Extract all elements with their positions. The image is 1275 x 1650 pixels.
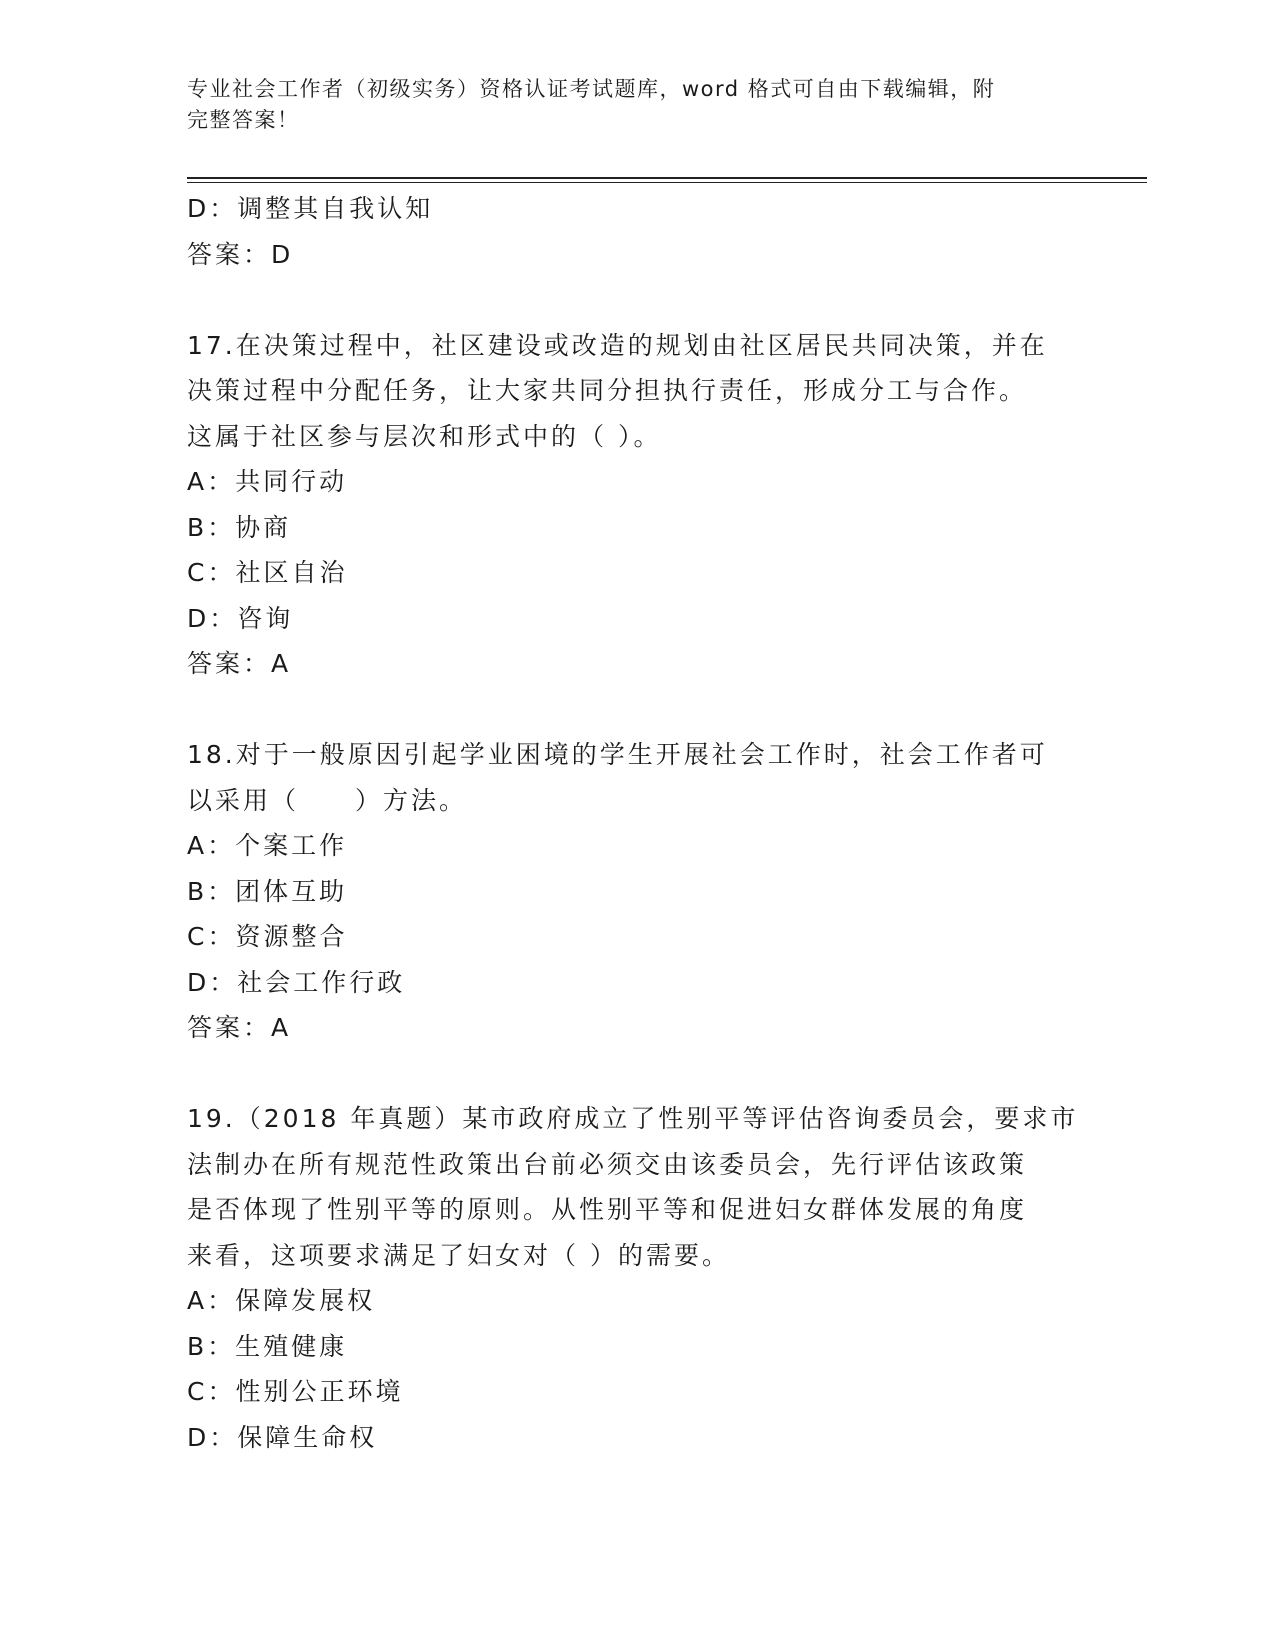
question-stem-line: 17.在决策过程中，社区建设或改造的规划由社区居民共同决策，并在 <box>187 330 1048 360</box>
spacer <box>187 277 1067 323</box>
question-17 <box>187 323 1067 687</box>
option-d: D：社会工作行政 <box>187 967 406 997</box>
question-19 <box>187 1096 1079 1460</box>
question-stem-line: 18.对于一般原因引起学业困境的学生开展社会工作时，社会工作者可 <box>187 740 1048 769</box>
option-c: C：社区自治 <box>187 558 348 587</box>
spacer <box>187 1051 1067 1097</box>
header-rule-thick <box>187 177 1147 179</box>
header-rule-thin <box>187 182 1147 183</box>
question-stem-line: 以采用（ ）方法。 <box>187 785 468 815</box>
question-stem-line: 是否体现了性别平等的原则。从性别平等和促进妇女群体发展的角度 <box>187 1195 1028 1224</box>
answer: 答案：A <box>187 649 292 678</box>
header-line-2: 完整答案！ <box>187 108 300 132</box>
option-c: C：资源整合 <box>187 922 348 951</box>
option-d: D：咨询 <box>187 603 294 633</box>
question-18 <box>187 732 1067 1051</box>
option-c: C：性别公正环境 <box>187 1377 404 1406</box>
option-a: A：共同行动 <box>187 467 348 496</box>
header-line-1: 专业社会工作者（初级实务）资格认证考试题库，word 格式可自由下载编辑，附 <box>187 77 996 101</box>
option-b: B：生殖健康 <box>187 1331 348 1361</box>
question-stem-line: 决策过程中分配任务，让大家共同分担执行责任，形成分工与合作。 <box>187 376 1028 405</box>
option-d: D：保障生命权 <box>187 1422 378 1452</box>
option-b: B：协商 <box>187 512 292 542</box>
answer: 答案：A <box>187 1013 292 1042</box>
spacer <box>187 687 1067 733</box>
question-stem-line: 来看，这项要求满足了妇女对（ ）的需要。 <box>187 1240 730 1270</box>
question-stem-line: 法制办在所有规范性政策出台前必须交由该委员会，先行评估该政策 <box>187 1149 1028 1179</box>
page-header <box>187 74 1067 136</box>
document-body <box>187 186 1079 1460</box>
option-a: A：个案工作 <box>187 831 348 860</box>
option-d: D：调整其自我认知 <box>187 194 434 223</box>
option-a: A：保障发展权 <box>187 1286 376 1315</box>
question-stem-line: 19.（2018 年真题）某市政府成立了性别平等评估咨询委员会，要求市 <box>187 1104 1079 1133</box>
question-stem-line: 这属于社区参与层次和形式中的（ ）。 <box>187 421 662 451</box>
answer: 答案：D <box>187 239 294 269</box>
option-b: B：团体互助 <box>187 876 348 906</box>
